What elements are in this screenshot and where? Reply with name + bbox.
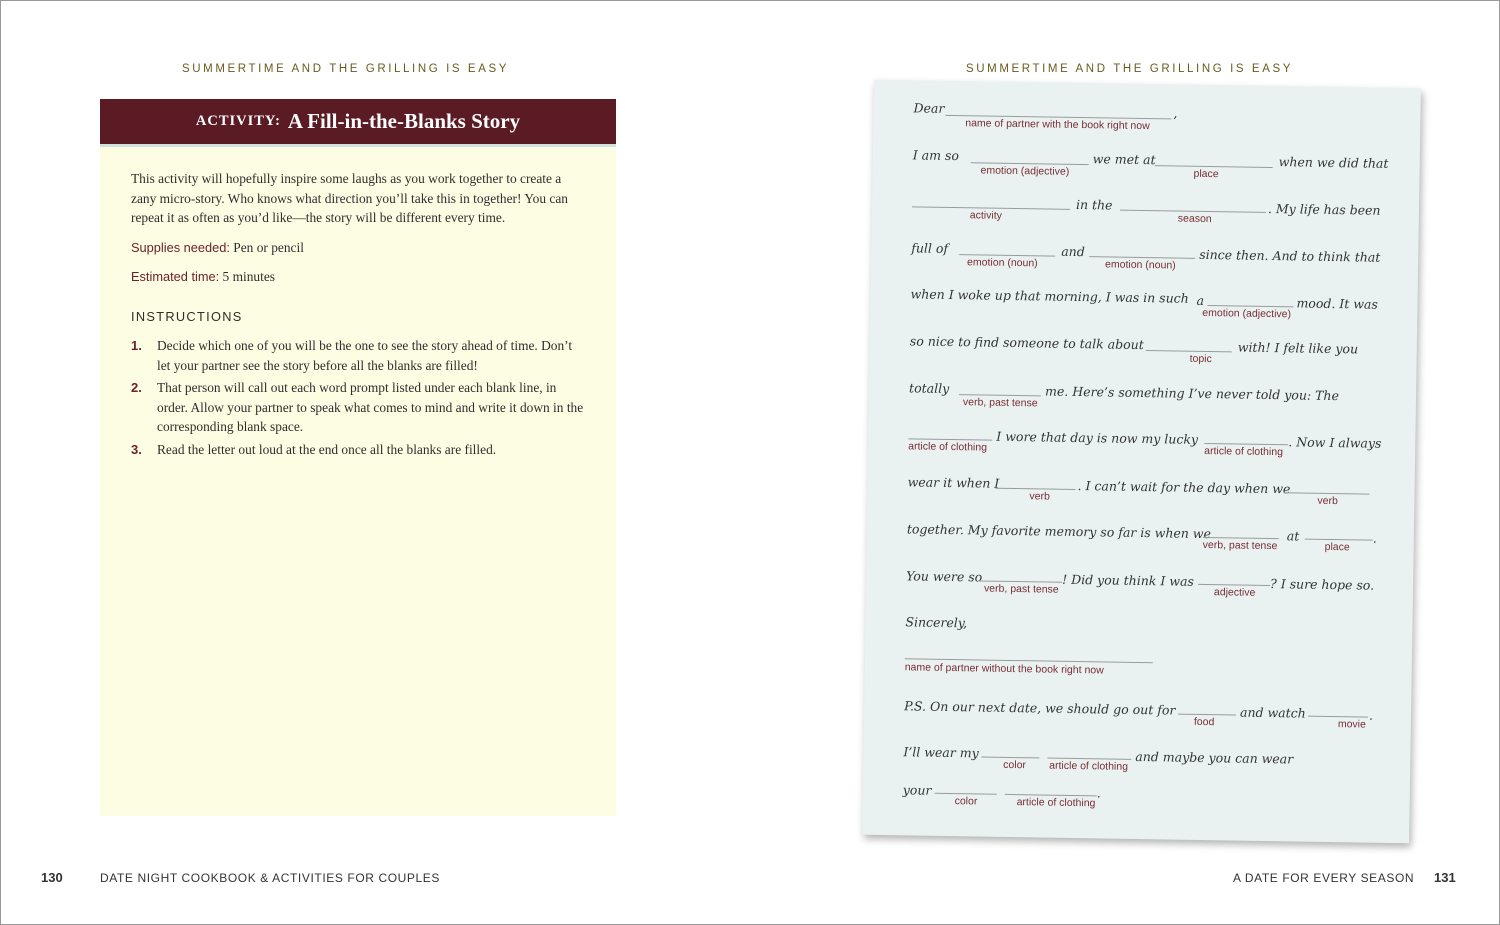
instruction-step <box>131 336 587 375</box>
story-text: mood. It was <box>1296 295 1378 312</box>
activity-card <box>100 99 616 816</box>
footer-left: DATE NIGHT COOKBOOK & ACTIVITIES FOR COUPLES <box>100 871 441 885</box>
supplies-value: Pen or pencil <box>233 239 304 255</box>
blank-hint: activity <box>969 209 1003 222</box>
step-number: 2. <box>131 380 142 395</box>
story-worksheet <box>862 80 1421 843</box>
blank-hint: color <box>1003 758 1027 772</box>
story-text: I wore that day is now my lucky <box>996 428 1199 447</box>
blank-hint: article of clothing <box>1204 444 1284 459</box>
step-text: That person will call out each word prompt listed under each blank line, in order. Allow your partner to speak what comes to mind and write it down in the corresponding blank space. <box>157 380 584 434</box>
blank-hint: verb <box>1317 494 1338 508</box>
story-text: and watch <box>1239 704 1306 721</box>
blank-hint: article of clothing <box>908 440 988 454</box>
blank-hint: movie <box>1337 718 1367 731</box>
blank-hint: food <box>1193 715 1215 729</box>
instructions-list <box>131 336 587 459</box>
story-text: I am so <box>912 147 960 164</box>
story-text: totally <box>909 380 950 396</box>
blank-hint: emotion (noun) <box>1104 258 1176 272</box>
story-text: Sincerely, <box>905 614 968 631</box>
step-text: Decide which one of you will be the one to see the story ahead of time. Don’t let your partner see the story before all the blanks are filled! <box>157 338 573 373</box>
story-text: your <box>902 782 932 798</box>
story-text: with! I felt like you <box>1237 339 1359 357</box>
story-text: I’ll wear my <box>903 744 979 761</box>
story-text: . Now I always <box>1288 434 1382 451</box>
story-text: You were so <box>906 568 983 585</box>
story-text: since then. And to think that <box>1199 246 1381 265</box>
story-text: full of <box>911 240 949 256</box>
intro-paragraph: This activity will hopefully inspire some laughs as you work together to create a zany micro-story. Who knows what direction you’ll take this in together! You can repeat it as often as you’d like—the story will be different every time. <box>131 171 568 225</box>
blank-hint: emotion (adjective) <box>1202 306 1292 321</box>
page-number-left: 130 <box>41 870 63 885</box>
header-divider <box>100 144 616 147</box>
story-text: ! Did you think I was <box>1062 571 1195 589</box>
blank-hint: emotion (noun) <box>967 256 1038 270</box>
time-value: 5 minutes <box>222 269 275 284</box>
story-text: wear it when I <box>907 474 1000 491</box>
step-number: 3. <box>131 441 142 457</box>
footer-right: A DATE FOR EVERY SEASON <box>1233 871 1415 885</box>
story-text: when we did that <box>1278 154 1389 171</box>
time-line <box>131 267 587 287</box>
blank-hint: place <box>1324 540 1350 554</box>
step-text: Read the letter out loud at the end once all the blanks are filled. <box>157 441 497 457</box>
story-text: at <box>1286 528 1300 544</box>
running-head-right: SUMMERTIME AND THE GRILLING IS EASY <box>966 63 1294 75</box>
story-text: me. Here’s something I’ve never told you: The <box>1044 383 1340 404</box>
story-text: . <box>1372 530 1377 546</box>
blank-hint: season <box>1177 212 1212 226</box>
supplies-line <box>131 238 587 258</box>
blank-hint: article of clothing <box>1016 796 1096 810</box>
story-text: together. My favorite memory so far is when we <box>906 521 1212 542</box>
time-label: Estimated time: <box>131 269 220 284</box>
story-text: , <box>1173 105 1178 121</box>
running-head-left: SUMMERTIME AND THE GRILLING IS EASY <box>182 63 510 75</box>
story-text: ? I sure hope so. <box>1269 576 1375 593</box>
story-text: we met at <box>1092 151 1156 168</box>
story-text: . My life has been <box>1267 200 1381 218</box>
blank-hint: emotion (adjective) <box>980 164 1070 178</box>
story-text: so nice to find someone to talk about <box>909 333 1144 353</box>
blank-hint: verb, past tense <box>1202 538 1278 553</box>
story-text: . <box>1368 707 1374 723</box>
blank-hint: color <box>954 795 978 808</box>
activity-header <box>100 99 616 144</box>
supplies-label: Supplies needed: <box>131 239 230 255</box>
blank-hint: name of partner without the book right now <box>904 661 1104 677</box>
instruction-step <box>131 440 587 460</box>
blank-hint: verb <box>1029 490 1050 503</box>
story-text: a <box>1196 292 1205 308</box>
blank-hint: name of partner with the book right now <box>965 117 1150 133</box>
blank-hint: topic <box>1189 352 1212 366</box>
step-number: 1. <box>131 338 142 353</box>
story-text: . <box>1096 785 1101 801</box>
story-text: . I can’t wait for the day when we <box>1077 478 1291 497</box>
blank-hint: place <box>1193 167 1219 181</box>
blank-hint: verb, past tense <box>962 396 1038 410</box>
activity-label: ACTIVITY: <box>195 113 281 129</box>
blank-hint: verb, past tense <box>983 582 1059 596</box>
story-text: in the <box>1075 196 1113 213</box>
story-text: when I woke up that morning, I was in such <box>910 286 1189 306</box>
story-text: P.S. On our next date, we should go out for <box>904 698 1176 718</box>
activity-title: A Fill-in-the-Blanks Story <box>287 109 521 133</box>
story-text: Dear <box>913 100 945 116</box>
activity-body <box>131 169 587 462</box>
story-text: and maybe you can wear <box>1135 748 1294 767</box>
story-text: and <box>1061 243 1085 260</box>
instruction-step <box>131 378 587 437</box>
blank-hint: article of clothing <box>1049 759 1129 773</box>
page-number-right: 131 <box>1434 870 1456 885</box>
blank-hint: adjective <box>1213 586 1256 599</box>
instructions-heading: INSTRUCTIONS <box>131 308 243 324</box>
